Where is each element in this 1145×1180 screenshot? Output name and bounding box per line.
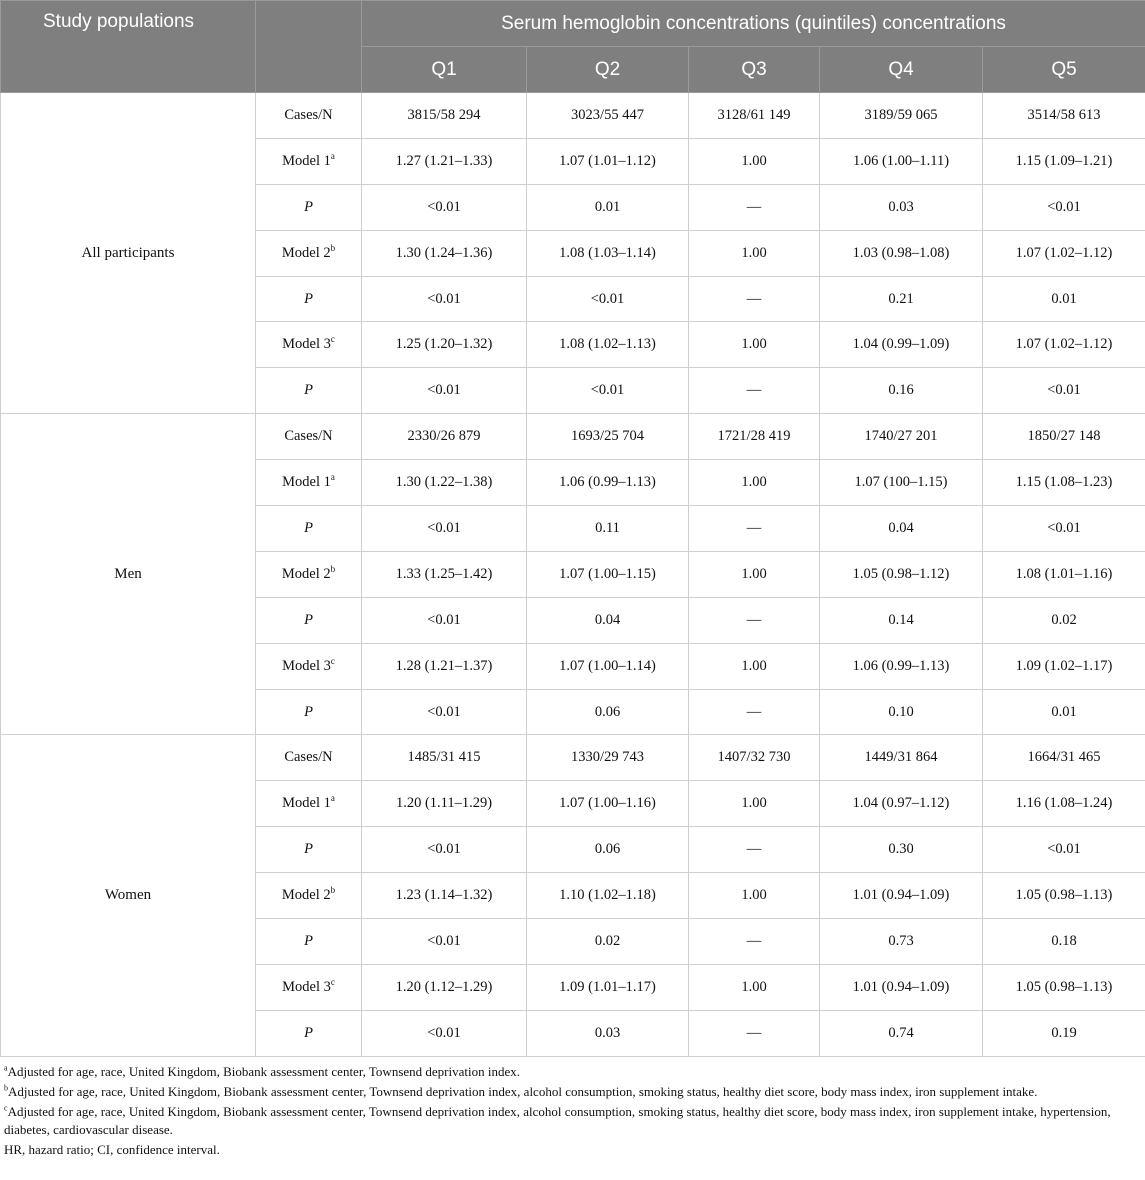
row-label-text: P — [304, 841, 313, 858]
footnote — [4, 1141, 1141, 1159]
table-cell: 1.04 (0.99–1.09) — [820, 322, 983, 368]
row-label-text: Cases/N — [284, 428, 333, 445]
table-cell: <0.01 — [983, 506, 1145, 552]
table-cell: 1693/25 704 — [527, 414, 689, 460]
row-label-text: Model 3 — [282, 336, 331, 353]
header-quintile: Q2 — [527, 47, 689, 93]
row-label — [256, 689, 362, 735]
table-cell: 0.04 — [820, 506, 983, 552]
table-cell: 1.08 (1.01–1.16) — [983, 551, 1145, 597]
row-label — [256, 551, 362, 597]
table-cell: — — [689, 276, 820, 322]
header-row-label-blank — [256, 1, 362, 93]
table-cell: 1.06 (0.99–1.13) — [527, 460, 689, 506]
table-cell: 1.20 (1.12–1.29) — [362, 964, 527, 1010]
table-cell: 1.07 (1.01–1.12) — [527, 138, 689, 184]
table-cell: <0.01 — [362, 597, 527, 643]
table-header — [1, 1, 1145, 93]
footnote-text: Adjusted for age, race, United Kingdom, Biobank assessment center, Townsend deprivation index, alcohol consumption, smoking status, healthy diet score, body mass index, iron supplement intake. — [8, 1083, 1038, 1099]
table-cell: 0.03 — [820, 184, 983, 230]
group-label: Women — [1, 735, 256, 1056]
table-cell: 1.07 (1.02–1.12) — [983, 230, 1145, 276]
table-cell: 3023/55 447 — [527, 93, 689, 139]
row-label — [256, 276, 362, 322]
footnote-text: Adjusted for age, race, United Kingdom, Biobank assessment center, Townsend deprivation index, alcohol consumption, smoking status, healthy diet score, body mass index, iron supplement intake, hypertension, diabetes, cardiovascular disease. — [4, 1103, 1111, 1137]
footnote-marker: a — [330, 472, 335, 483]
table-cell: <0.01 — [362, 276, 527, 322]
table-cell: 1850/27 148 — [983, 414, 1145, 460]
table-cell: 1.15 (1.08–1.23) — [983, 460, 1145, 506]
table-cell: 0.18 — [983, 919, 1145, 965]
table-cell: <0.01 — [983, 368, 1145, 414]
row-label — [256, 1010, 362, 1056]
table-cell: 1.06 (1.00–1.11) — [820, 138, 983, 184]
table-cell: <0.01 — [362, 184, 527, 230]
table-cell: 0.03 — [527, 1010, 689, 1056]
table-row — [1, 414, 1145, 460]
row-label — [256, 827, 362, 873]
table-cell: 1485/31 415 — [362, 735, 527, 781]
footnote-marker: c — [330, 655, 335, 666]
row-label — [256, 643, 362, 689]
table-cell: 0.10 — [820, 689, 983, 735]
table-cell: 0.14 — [820, 597, 983, 643]
group-label: Men — [1, 414, 256, 735]
row-label-text: Model 3 — [282, 657, 331, 674]
header-study-populations: Study populations — [1, 1, 256, 93]
table-cell: <0.01 — [362, 506, 527, 552]
table-cell: <0.01 — [527, 368, 689, 414]
table-cell: 0.16 — [820, 368, 983, 414]
table-row — [1, 93, 1145, 139]
table-cell: 1.00 — [689, 230, 820, 276]
table-cell: 1.10 (1.02–1.18) — [527, 873, 689, 919]
header-quintile: Q1 — [362, 47, 527, 93]
table-cell: <0.01 — [362, 827, 527, 873]
table-cell: 1.27 (1.21–1.33) — [362, 138, 527, 184]
footnote-marker: b — [330, 564, 336, 575]
row-label — [256, 460, 362, 506]
row-label — [256, 138, 362, 184]
table-cell: 0.21 — [820, 276, 983, 322]
table-cell: 1.33 (1.25–1.42) — [362, 551, 527, 597]
row-label — [256, 506, 362, 552]
row-label — [256, 368, 362, 414]
footnote-text: HR, hazard ratio; CI, confidence interval. — [4, 1141, 220, 1157]
table-cell: 1.09 (1.01–1.17) — [527, 964, 689, 1010]
table-cell: 0.02 — [983, 597, 1145, 643]
table-cell: 1.00 — [689, 873, 820, 919]
footnote — [4, 1103, 1141, 1139]
table-cell: 1.00 — [689, 460, 820, 506]
header-quintile: Q5 — [983, 47, 1145, 93]
table-cell: 0.73 — [820, 919, 983, 965]
footnote — [4, 1063, 1141, 1081]
row-label — [256, 735, 362, 781]
table-row — [1, 735, 1145, 781]
table-cell: 1.00 — [689, 322, 820, 368]
table-cell: 1.07 (1.00–1.15) — [527, 551, 689, 597]
table-cell: 1.09 (1.02–1.17) — [983, 643, 1145, 689]
row-label — [256, 184, 362, 230]
table-cell: — — [689, 919, 820, 965]
table-cell: 1664/31 465 — [983, 735, 1145, 781]
table-cell: 1.05 (0.98–1.13) — [983, 873, 1145, 919]
table-cell: 0.06 — [527, 827, 689, 873]
row-label — [256, 230, 362, 276]
footnote-marker: b — [4, 1083, 8, 1093]
table-cell: 1.08 (1.02–1.13) — [527, 322, 689, 368]
table-cell: 1.00 — [689, 643, 820, 689]
table-cell: 0.11 — [527, 506, 689, 552]
row-label-text: P — [304, 932, 313, 949]
table-cell: 1.03 (0.98–1.08) — [820, 230, 983, 276]
footnote-marker: b — [330, 242, 336, 253]
row-label-text: Model 2 — [281, 244, 331, 261]
table-cell: 1.25 (1.20–1.32) — [362, 322, 527, 368]
table-cell: 0.19 — [983, 1010, 1145, 1056]
footnote — [4, 1083, 1141, 1101]
table-cell: 1.00 — [689, 964, 820, 1010]
table-cell: 0.06 — [527, 689, 689, 735]
footnote-text: Adjusted for age, race, United Kingdom, Biobank assessment center, Townsend deprivation index. — [7, 1063, 520, 1079]
footnote-marker: b — [330, 885, 336, 896]
group-label: All participants — [1, 93, 256, 414]
table-cell: 1.07 (1.02–1.12) — [983, 322, 1145, 368]
table-cell: 1.23 (1.14–1.32) — [362, 873, 527, 919]
footnote-marker: c — [330, 977, 335, 988]
table-cell: 1740/27 201 — [820, 414, 983, 460]
table-cell: <0.01 — [362, 689, 527, 735]
table-cell: 0.01 — [983, 689, 1145, 735]
row-label-text: P — [304, 519, 313, 536]
table-cell: 1.07 (1.00–1.14) — [527, 643, 689, 689]
table-cell: — — [689, 827, 820, 873]
header-group-title: Serum hemoglobin concentrations (quintiles) concentrations — [362, 1, 1145, 47]
table-cell: 0.01 — [527, 184, 689, 230]
header-quintile: Q3 — [689, 47, 820, 93]
row-label-text: Model 1 — [282, 474, 331, 491]
table-cell: 1.00 — [689, 138, 820, 184]
table-cell: <0.01 — [527, 276, 689, 322]
table-cell: 1721/28 419 — [689, 414, 820, 460]
table-cell: 1.05 (0.98–1.13) — [983, 964, 1145, 1010]
table-cell: — — [689, 506, 820, 552]
row-label-text: Cases/N — [284, 749, 333, 766]
table-cell: 1.07 (100–1.15) — [820, 460, 983, 506]
table-cell: 0.01 — [983, 276, 1145, 322]
row-label-text: Model 2 — [281, 887, 331, 904]
footnote-marker: a — [4, 1063, 8, 1073]
table-cell: <0.01 — [983, 827, 1145, 873]
table-cell: <0.01 — [362, 919, 527, 965]
table-cell: 1.08 (1.03–1.14) — [527, 230, 689, 276]
table-cell: 2330/26 879 — [362, 414, 527, 460]
table-cell: — — [689, 1010, 820, 1056]
table-cell: 1407/32 730 — [689, 735, 820, 781]
table-cell: 1.30 (1.22–1.38) — [362, 460, 527, 506]
row-label — [256, 964, 362, 1010]
table-cell: 1.16 (1.08–1.24) — [983, 781, 1145, 827]
table-cell: 1.07 (1.00–1.16) — [527, 781, 689, 827]
table-cell: 1.00 — [689, 551, 820, 597]
table-body — [1, 93, 1145, 1057]
row-label-text: Model 3 — [282, 978, 331, 995]
table-cell: 3514/58 613 — [983, 93, 1145, 139]
table-cell: 1.04 (0.97–1.12) — [820, 781, 983, 827]
table-cell: 3815/58 294 — [362, 93, 527, 139]
table-cell: 1.00 — [689, 781, 820, 827]
table-cell: 1.28 (1.21–1.37) — [362, 643, 527, 689]
row-label-text: Model 1 — [282, 152, 331, 169]
table-cell: — — [689, 689, 820, 735]
row-label-text: P — [304, 198, 313, 215]
table-cell: 3189/59 065 — [820, 93, 983, 139]
footnotes — [0, 1057, 1145, 1159]
row-label-text: P — [304, 1024, 313, 1041]
table-cell: 0.30 — [820, 827, 983, 873]
row-label-text: Model 2 — [281, 565, 331, 582]
footnote-marker: c — [4, 1103, 8, 1113]
table-cell: 1.01 (0.94–1.09) — [820, 873, 983, 919]
row-label — [256, 873, 362, 919]
table-cell: 1330/29 743 — [527, 735, 689, 781]
table-cell: — — [689, 597, 820, 643]
row-label — [256, 414, 362, 460]
table-cell: 1.30 (1.24–1.36) — [362, 230, 527, 276]
table-cell: 1.20 (1.11–1.29) — [362, 781, 527, 827]
row-label-text: P — [304, 382, 313, 399]
table-cell: 1.01 (0.94–1.09) — [820, 964, 983, 1010]
table-cell: 1.05 (0.98–1.12) — [820, 551, 983, 597]
table-cell: <0.01 — [362, 368, 527, 414]
row-label-text: P — [304, 703, 313, 720]
footnote-marker: a — [330, 793, 335, 804]
row-label — [256, 322, 362, 368]
table-cell: 0.74 — [820, 1010, 983, 1056]
row-label — [256, 781, 362, 827]
table-cell: — — [689, 184, 820, 230]
row-label-text: P — [304, 290, 313, 307]
row-label-text: P — [304, 611, 313, 628]
row-label-text: Cases/N — [284, 106, 333, 123]
row-label — [256, 919, 362, 965]
table-cell: 1.15 (1.09–1.21) — [983, 138, 1145, 184]
header-quintile: Q4 — [820, 47, 983, 93]
row-label-text: Model 1 — [282, 795, 331, 812]
table-cell: <0.01 — [983, 184, 1145, 230]
row-label — [256, 597, 362, 643]
footnote-marker: a — [330, 151, 335, 161]
row-label — [256, 93, 362, 139]
footnote-marker: c — [330, 334, 335, 345]
table-cell: — — [689, 368, 820, 414]
table-cell: 0.04 — [527, 597, 689, 643]
table-cell: 1449/31 864 — [820, 735, 983, 781]
table-cell: 0.02 — [527, 919, 689, 965]
table-cell: <0.01 — [362, 1010, 527, 1056]
table-cell: 1.06 (0.99–1.13) — [820, 643, 983, 689]
table-cell: 3128/61 149 — [689, 93, 820, 139]
